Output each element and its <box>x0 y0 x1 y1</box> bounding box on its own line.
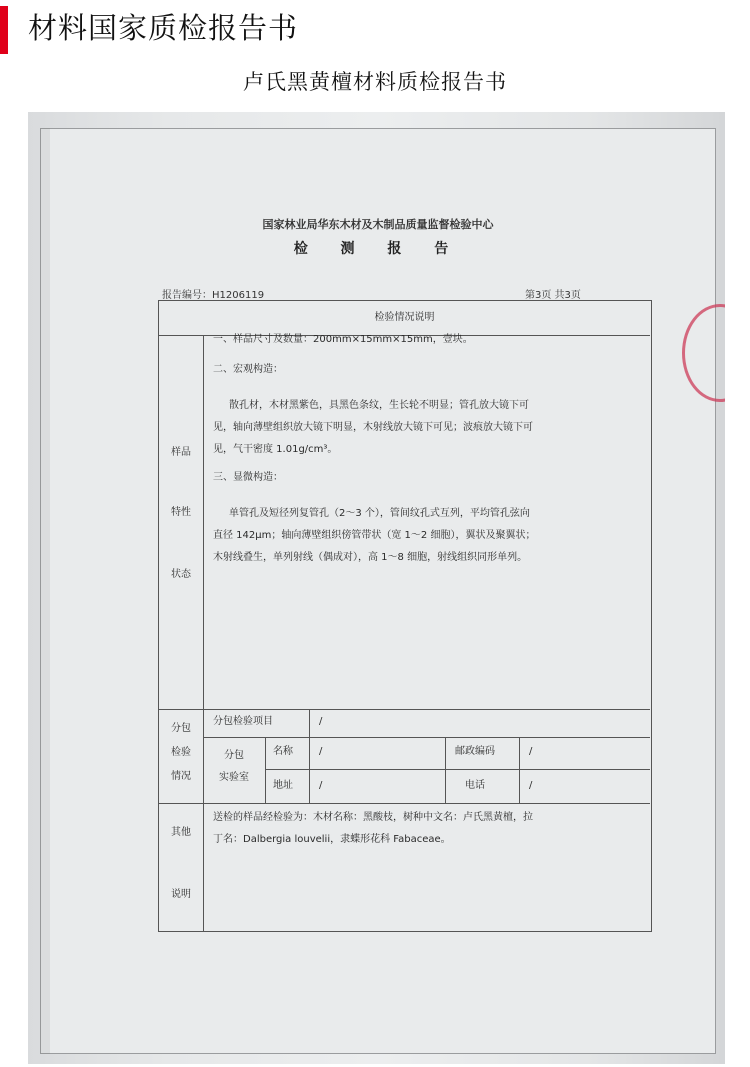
address-value: / <box>319 780 323 791</box>
subcontract-item-label: 分包检验项目 <box>213 716 273 727</box>
header-accent-bar <box>0 6 8 54</box>
header-title: 材料国家质检报告书 <box>28 11 299 45</box>
other-label-1: 其他 <box>171 827 191 838</box>
lab-label <box>203 745 265 789</box>
paper-shadow <box>40 128 50 1054</box>
micro-line-2: 直径 142μm；轴向薄壁组织傍管带状（宽 1～2 细胞），翼状及聚翼状； <box>213 530 536 541</box>
postal-label: 邮政编码 <box>455 746 495 757</box>
column-divider <box>309 737 310 803</box>
report-number: 报告编号：H1206119 <box>162 290 265 301</box>
inspection-table <box>158 300 652 932</box>
name-label: 名称 <box>273 746 293 757</box>
row-divider <box>159 803 650 804</box>
sample-label-1: 样品 <box>171 447 191 458</box>
macro-line-1: 散孔材，木材黑紫色，具黑色条纹，生长轮不明显；管孔放大镜下可 <box>229 400 529 411</box>
report-organization: 国家林业局华东木材及木制品质量监督检验中心 <box>262 218 494 231</box>
macro-line-2: 见，轴向薄壁组织放大镜下明显，木射线放大镜下可见；波痕放大镜下可 <box>213 422 533 433</box>
document-title: 卢氏黑黄檀材料质检报告书 <box>243 70 507 94</box>
section-micro-head: 三、显微构造： <box>213 472 283 483</box>
lab-label-2: 实验室 <box>219 772 249 783</box>
column-divider <box>203 335 204 931</box>
official-seal <box>682 304 725 402</box>
column-divider <box>265 737 266 803</box>
row-divider <box>159 709 650 710</box>
subcontract-label-2: 检验 <box>171 747 191 758</box>
subcontract-label-1: 分包 <box>171 723 191 734</box>
subcontract-label-3: 情况 <box>171 771 191 782</box>
page-header <box>0 0 750 60</box>
postal-value: / <box>529 746 533 757</box>
section-size: 一、样品尺寸及数量：200mm×15mm×15mm，壹块。 <box>213 334 473 345</box>
report-photo <box>28 112 725 1064</box>
row-divider <box>265 769 650 770</box>
micro-line-1: 单管孔及短径列复管孔（2～3 个），管间纹孔式互列，平均管孔弦向 <box>229 508 530 519</box>
subcontract-label <box>159 717 203 789</box>
sample-label-2: 特性 <box>171 507 191 518</box>
column-divider <box>519 737 520 803</box>
phone-value: / <box>529 780 533 791</box>
report-paper <box>40 128 716 1054</box>
row-divider <box>203 737 650 738</box>
macro-line-3: 见，气干密度 1.01g/cm³。 <box>213 444 338 455</box>
address-label: 地址 <box>273 780 293 791</box>
name-value: / <box>319 746 323 757</box>
sample-label-3: 状态 <box>171 569 191 580</box>
micro-line-3: 木射线叠生，单列射线（偶成对），高 1～8 细胞，射线组织同形单列。 <box>213 552 528 563</box>
phone-label: 电话 <box>465 780 485 791</box>
section-macro-head: 二、宏观构造： <box>213 364 283 375</box>
report-heading: 检 测 报 告 <box>293 241 463 257</box>
subcontract-item-value: / <box>319 716 323 727</box>
table-title: 检验情况说明 <box>374 312 435 323</box>
lab-label-1: 分包 <box>224 750 244 761</box>
other-line-2: 丁名：Dalbergia louvelii，隶蝶形花科 Fabaceae。 <box>213 834 451 845</box>
other-label-2: 说明 <box>171 889 191 900</box>
column-divider <box>309 709 310 737</box>
report-page-number: 第3页 共3页 <box>525 290 581 301</box>
other-line-1: 送检的样品经检验为：木材名称：黑酸枝，树种中文名：卢氏黑黄檀，拉 <box>213 812 533 823</box>
column-divider <box>445 737 446 803</box>
